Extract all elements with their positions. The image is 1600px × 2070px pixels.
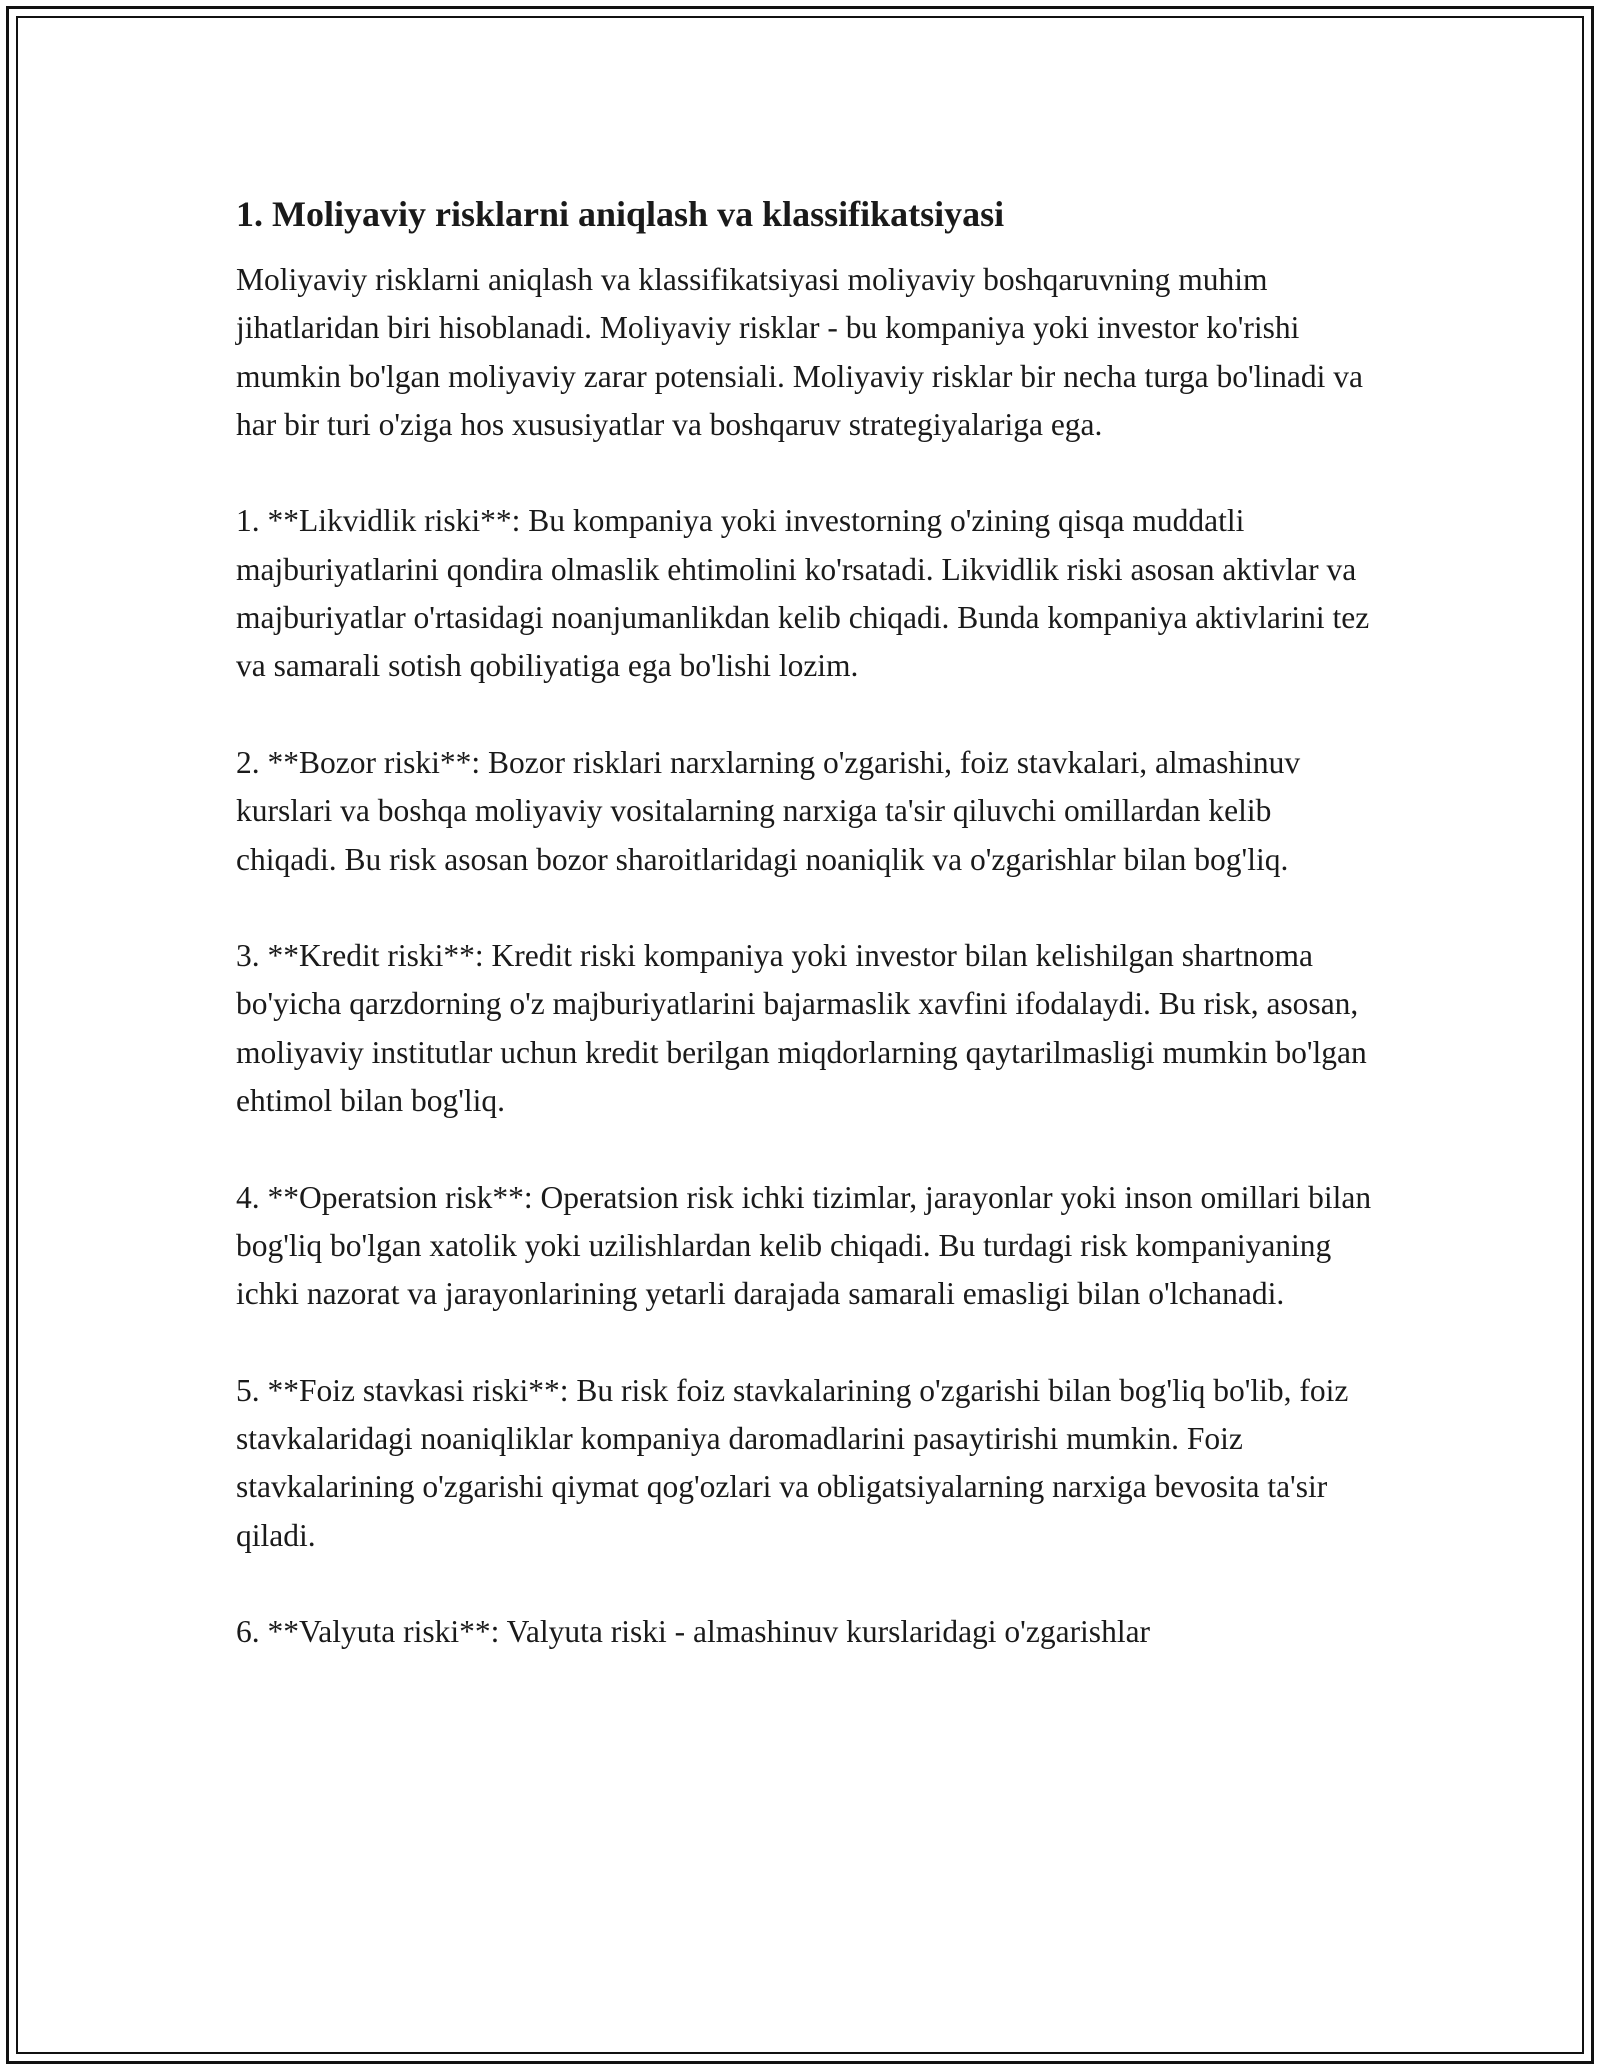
market-risk-paragraph: 2. **Bozor riski**: Bozor risklari narxlarning o'zgarishi, foiz stavkalari, almashinuv kurslari va boshqa moliyaviy vositalarning narxiga ta'sir qiluvchi omillardan kelib chiqadi. Bu risk asosan bozor sharoitlaridagi noaniqlik va o'zgarishlar bilan bog'liq. [236, 744, 1301, 877]
section-heading: 1. Moliyaviy risklarni aniqlash va klassifikatsiyasi [236, 194, 1005, 234]
currency-risk-paragraph: 6. **Valyuta riski**: Valyuta riski - almashinuv kurslaridagi o'zgarishlar [236, 1614, 1151, 1650]
document-body [236, 188, 1372, 1705]
liquidity-risk-paragraph: 1. **Likvidlik riski**: Bu kompaniya yoki investorning o'zining qisqa muddatli majburiyatlarini qondira olmaslik ehtimolini ko'rsatadi. Likvidlik riski asosan aktivlar va majburiyatlar o'rtasidagi noanjumanlikdan kelib chiqadi. Bunda kompaniya aktivlarini tez va samarali sotish qobiliyatiga ega bo'lishi lozim. [236, 503, 1370, 684]
operational-risk-paragraph: 4. **Operatsion risk**: Operatsion risk ichki tizimlar, jarayonlar yoki inson omillari bilan bog'liq bo'lgan xatolik yoki uzilishlardan kelib chiqadi. Bu turdagi risk kompaniyaning ichki nazorat va jarayonlarining yetarli darajada samarali emasligi bilan o'lchanadi. [236, 1179, 1372, 1312]
credit-risk-paragraph: 3. **Kredit riski**: Kredit riski kompaniya yoki investor bilan kelishilgan shartnoma bo'yicha qarzdorning o'z majburiyatlarini bajarmaslik xavfini ifodalaydi. Bu risk, asosan, moliyaviy institutlar uchun kredit berilgan miqdorlarning qaytarilmasligi mumkin bo'lgan ehtimol bilan bog'liq. [236, 938, 1367, 1119]
interest-rate-risk-paragraph: 5. **Foiz stavkasi riski**: Bu risk foiz stavkalarining o'zgarishi bilan bog'liq bo'lib, foiz stavkalaridagi noaniqliklar kompaniya daromadlarini pasaytirishi mumkin. Foiz stavkalarining o'zgarishi qiymat qog'ozlari va obligatsiyalarning narxiga bevosita ta'sir qiladi. [236, 1372, 1349, 1553]
intro-paragraph: Moliyaviy risklarni aniqlash va klassifikatsiyasi moliyaviy boshqaruvning muhim jihatlaridan biri hisoblanadi. Moliyaviy risklar - bu kompaniya yoki investor ko'rishi mumkin bo'lgan moliyaviy zarar potensiali. Moliyaviy risklar bir necha turga bo'linadi va har bir turi o'ziga hos xususiyatlar va boshqaruv strategiyalariga ega. [236, 262, 1364, 442]
